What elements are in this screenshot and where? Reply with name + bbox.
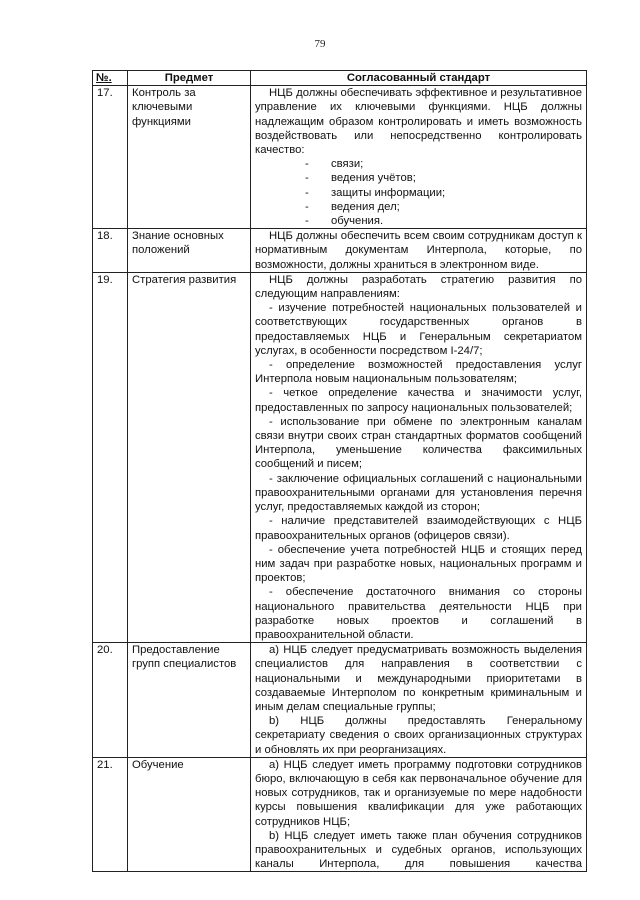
standard-paragraph: a) НЦБ следует предусматривать возможность выделения специалистов для направления в соответствии с национальными и международными приоритетами в создаваемые Интерполом по конкретным криминальным и иным делам специальные группы; xyxy=(255,644,582,713)
table-row xyxy=(93,757,587,872)
page-number: 79 xyxy=(314,38,326,50)
row-standard xyxy=(251,86,587,229)
standard-paragraph: - обеспечение учета потребностей НЦБ и стоящих перед ним задач при разработке новых, национальных программ и проектов; xyxy=(255,543,582,585)
table-header-row xyxy=(93,71,587,86)
row-number: 20. xyxy=(93,643,128,758)
row-number: 18. xyxy=(93,229,128,273)
standard-paragraph: - использование при обмене по электронным каналам связи внутри своих стран стандартных форматов сообщений Интерпола, уменьшение количества факсимильных сообщений и писем; xyxy=(255,415,582,471)
standard-paragraph: - наличие представителей взаимодействующих с НЦБ правоохранительных органов (офицеров связи). xyxy=(255,515,582,542)
standard-paragraph: - изучение потребностей национальных пользователей и соответствующих государственных органов в предоставляемых НЦБ и Генеральным секретариатом услугах, в особенности посредством I-24/7; xyxy=(255,302,582,357)
row-standard xyxy=(251,643,587,758)
row-number: 19. xyxy=(93,272,128,642)
standard-paragraph: b) НЦБ следует иметь также план обучения сотрудников правоохранительных и судебных органов, использующих каналы Интерпола, для повышения качества xyxy=(255,829,582,871)
row-subject: Стратегия развития xyxy=(128,272,251,642)
list-item: - защиты информации; xyxy=(255,186,582,200)
standard-paragraph: - заключение официальных соглашений с национальными правоохранительными органами для установления перечня услуг, предоставляемых каждой из сторон; xyxy=(255,472,582,514)
standard-paragraph: - четкое определение качества и значимости услуг, предоставленных по запросу национальных пользователей; xyxy=(255,387,582,414)
standard-paragraph: b) НЦБ должны предоставлять Генеральному секретариату сведения о своих организационных структурах и обновлять их при реорганизациях. xyxy=(255,715,582,756)
dash-list xyxy=(255,157,582,228)
standard-paragraph: - определение возможностей предоставления услуг Интерпола новым национальным пользователям; xyxy=(255,359,582,386)
standard-paragraph: a) НЦБ следует иметь программу подготовки сотрудников бюро, включающую в себя как первоначальное обучение для новых сотрудников, так и организуемые по мере надобности курсы повышения квалификации для уже работающих сотрудников НЦБ; xyxy=(255,758,582,828)
list-item: - ведения дел; xyxy=(255,200,582,214)
row-standard xyxy=(251,229,587,273)
row-number: 21. xyxy=(93,757,128,872)
row-subject: Обучение xyxy=(128,757,251,872)
header-subject: Предмет xyxy=(128,71,251,86)
row-subject: Контроль за ключевыми функциями xyxy=(128,86,251,229)
list-item: - обучения. xyxy=(255,214,582,228)
list-item: - связи; xyxy=(255,157,582,171)
row-standard xyxy=(251,757,587,872)
row-number: 17. xyxy=(93,86,128,229)
standards-table xyxy=(92,70,587,872)
row-subject: Предоставление групп специалистов xyxy=(128,643,251,758)
row-subject: Знание основных положений xyxy=(128,229,251,273)
row-standard xyxy=(251,272,587,642)
standard-paragraph: - обеспечение достаточного внимания со стороны национального правительства деятельности НЦБ при разработке новых проектов и соглашений в правоохранительной области. xyxy=(255,586,582,641)
table-row xyxy=(93,272,587,642)
header-standard: Согласованный стандарт xyxy=(251,71,587,86)
list-item: - ведения учётов; xyxy=(255,171,582,185)
table-row xyxy=(93,229,587,273)
standard-text: НЦБ должны обеспечить всем своим сотрудникам доступ к нормативным документам Интерпола, которые, по возможности, должны храниться в электронном виде. xyxy=(255,230,582,271)
standard-intro: НЦБ должны обеспечивать эффективное и результативное управление их ключевыми функциями. НЦБ должны надлежащим образом контролировать и иметь возможность воздействовать или непосредственно контролировать качество: xyxy=(255,87,582,157)
table-row xyxy=(93,86,587,229)
header-number: №. xyxy=(93,71,128,86)
table-row xyxy=(93,643,587,758)
standard-intro: НЦБ должны разработать стратегию развития по следующим направлениям: xyxy=(255,273,582,301)
